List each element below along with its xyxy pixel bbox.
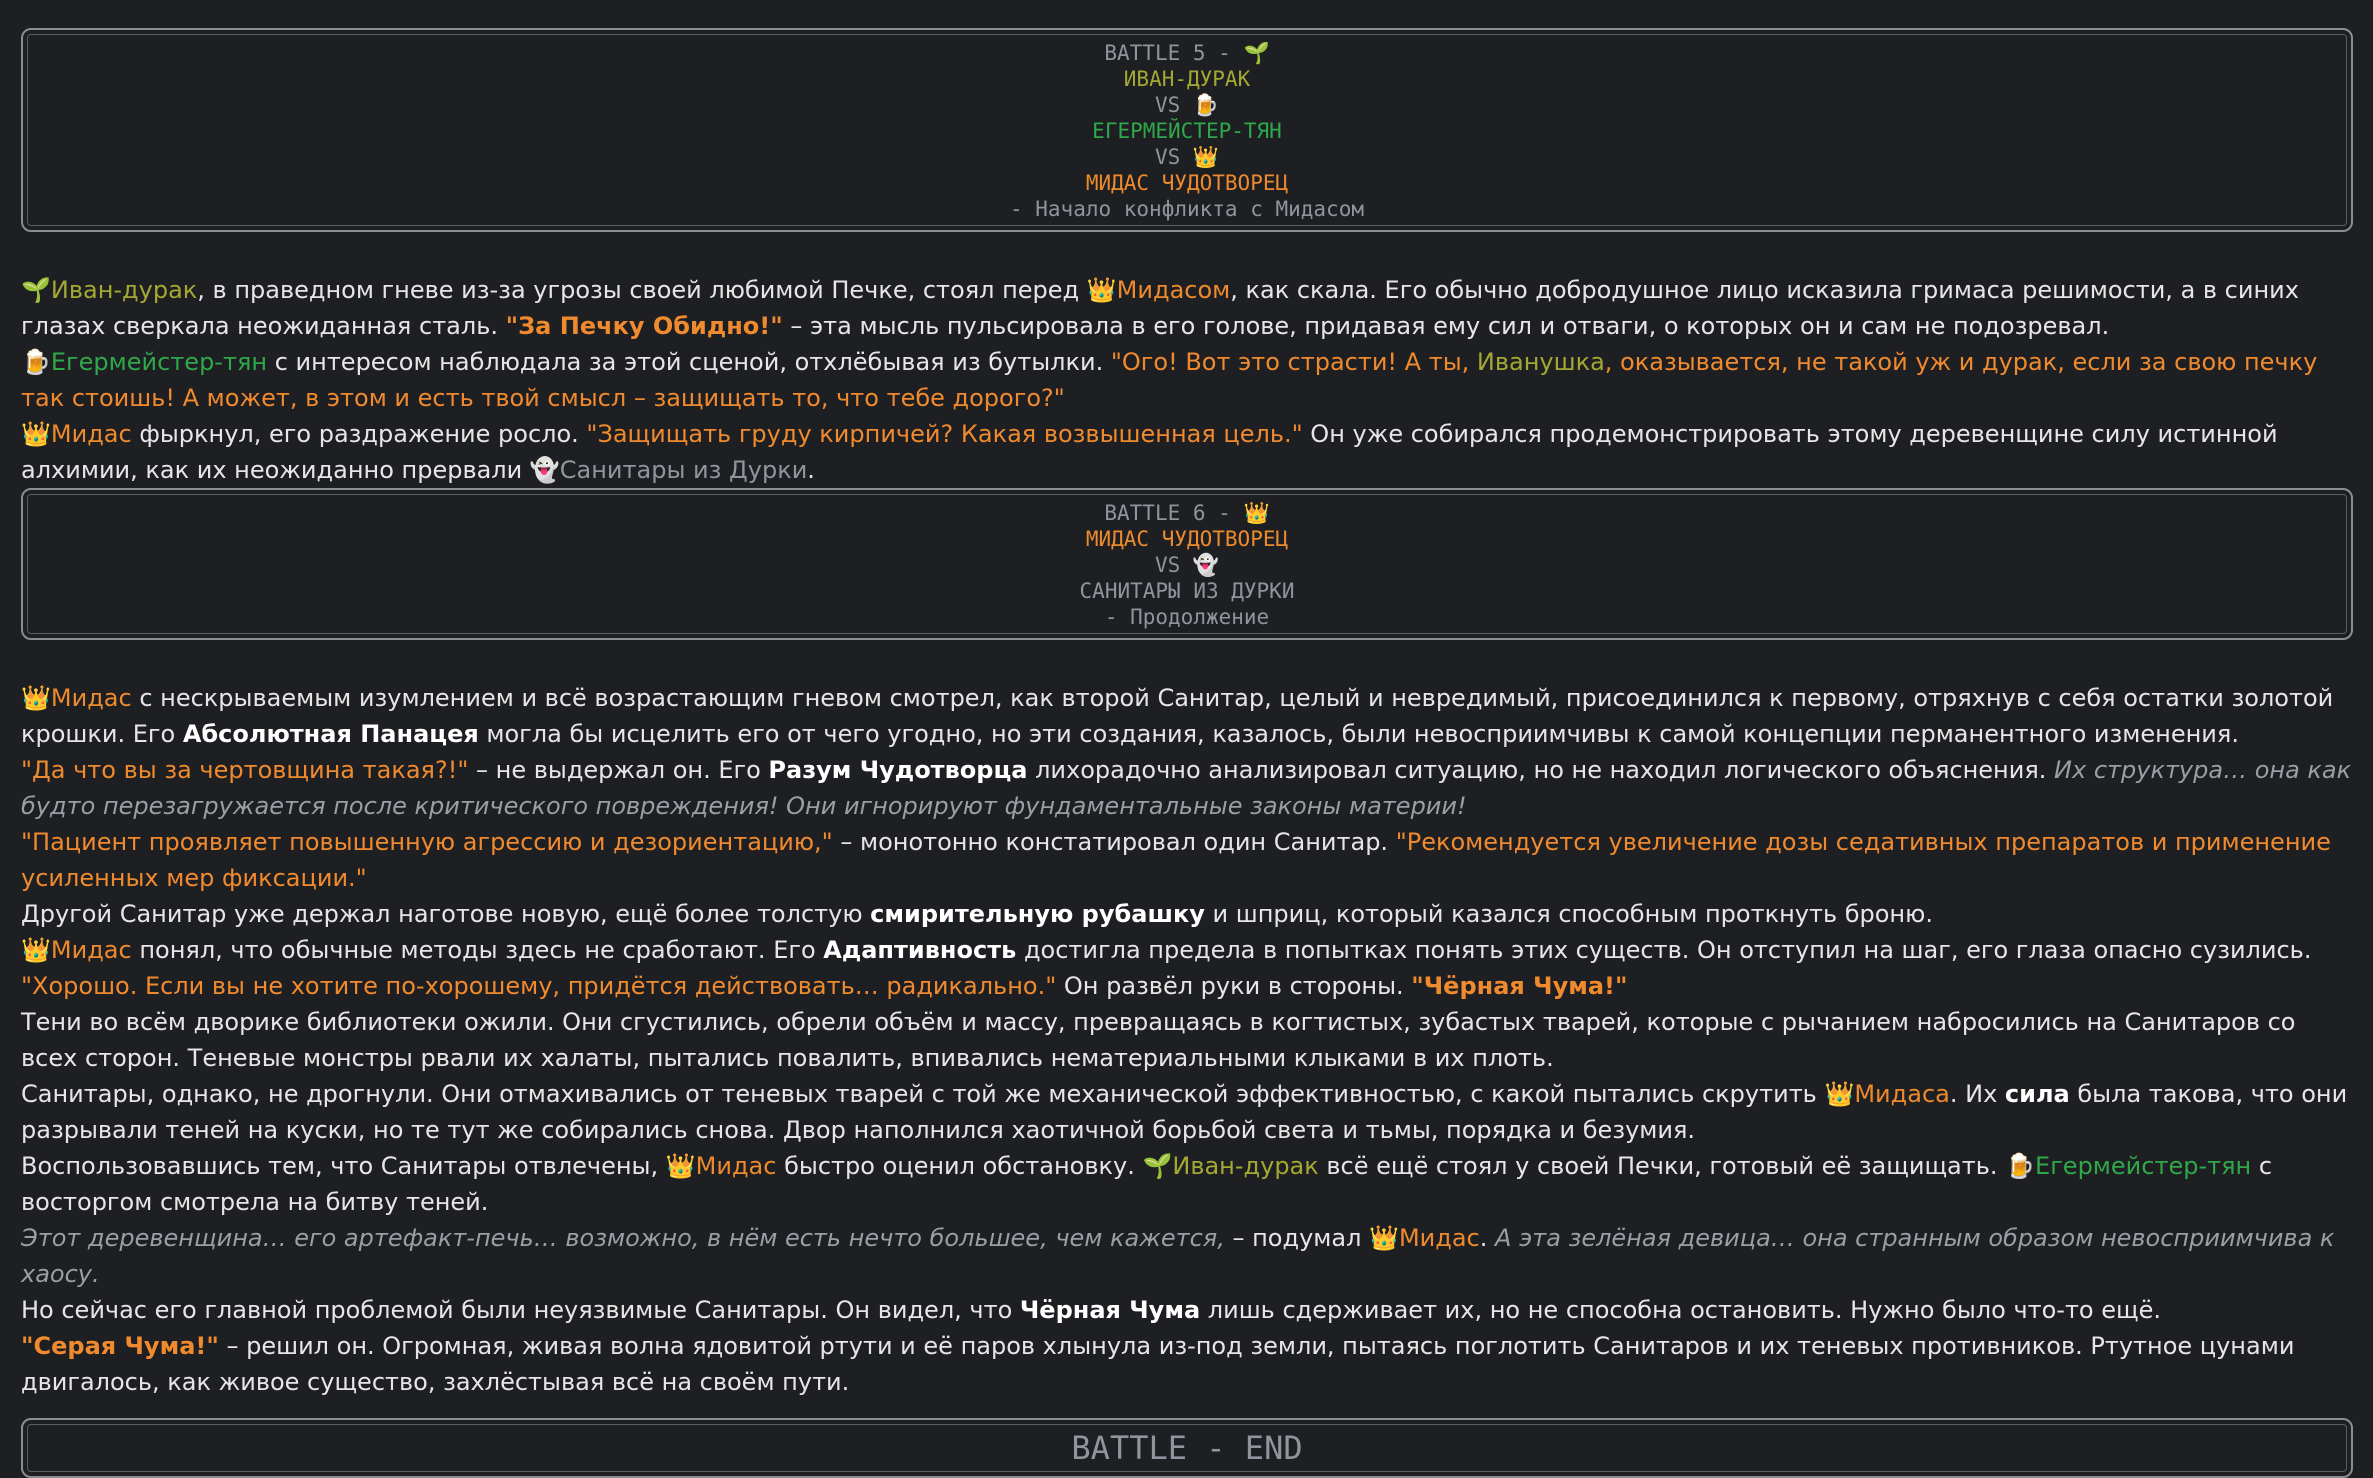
text: лихорадочно анализировал ситуацию, но не находил логического объяснения.: [1027, 756, 2055, 784]
battle-6-fighter-sanitary: САНИТАРЫ ИЗ ДУРКИ: [1079, 579, 1295, 603]
text: Он развёл руки в стороны.: [1056, 972, 1412, 1000]
item-name: смирительную рубашку: [870, 900, 1205, 928]
text: лишь сдерживает их, но не способна остановить. Нужно было что-то ещё.: [1200, 1296, 2162, 1324]
character-midas: Мидасом: [1116, 276, 1231, 304]
text: с восторгом смотрела на битву теней.: [21, 1152, 2273, 1216]
crown-icon: 👑: [1824, 1080, 1855, 1108]
text: , как скала. Его обычно добродушное лицо исказила гримаса решимости, а в синих глазах сверкала неожиданная сталь.: [21, 276, 2299, 340]
text: – подумал: [1224, 1224, 1370, 1252]
beer-icon: 🍺: [21, 348, 51, 376]
paragraph: [21, 1148, 2353, 1220]
text: – эта мысль пульсировала в его голове, придавая ему сил и отваги, о которых он и сам не подозревал.: [782, 312, 2110, 340]
text: могла бы исцелить его от чего угодно, но эти создания, казалось, были невосприимчивы к самой концепции перманентного изменения.: [478, 720, 2239, 748]
story-section-2: [21, 680, 2353, 1400]
text: . Их: [1949, 1080, 2005, 1108]
battle-5-vs-1: VS 🍺: [1154, 93, 1220, 117]
character-midas: Мидас: [50, 936, 132, 964]
quote: "Ого! Вот это страсти! А ты,: [1110, 348, 1477, 376]
text: была такова, что они разрывали теней на куски, но те тут же собирались снова. Двор наполнился хаотичной борьбой света и тьмы, порядка и безумия.: [21, 1080, 2348, 1144]
quote: "Серая Чума!": [21, 1332, 219, 1360]
text: с нескрываемым изумлением и всё возрастающим гневом смотрел, как второй Санитар, целый и невредимый, присоединился к первому, отряхнув с себя остатки золотой крошки. Его: [21, 684, 2334, 748]
paragraph: [21, 272, 2353, 344]
text: – решил он. Огромная, живая волна ядовитой ртути и её паров хлынула из-под земли, пытаясь поглотить Санитаров и их теневых противников. Ртутное цунами двигалось, как живое существо, захлёстывая всё на своём пути.: [21, 1332, 2295, 1396]
quote: "За Печку Обидно!": [505, 312, 783, 340]
ability-name: Адаптивность: [823, 936, 1017, 964]
paragraph: [21, 344, 2353, 416]
character-midas: Мидас: [50, 684, 132, 712]
battle-5-subtitle: - Начало конфликта с Мидасом: [1009, 197, 1364, 221]
battle-5-header: [21, 28, 2353, 232]
text: – монотонно констатировал один Санитар.: [832, 828, 1396, 856]
battle-6-fighter-midas: МИДАС ЧУДОТВОРЕЦ: [1085, 527, 1289, 551]
sprout-icon: 🌱: [1142, 1152, 1173, 1180]
thought: А эта зелёная девица… она странным образом невосприимчива к хаосу.: [21, 1224, 2335, 1288]
paragraph: [21, 824, 2353, 896]
paragraph: [21, 1292, 2353, 1328]
battle-6-vs: VS 👻: [1154, 553, 1220, 577]
battle-6-header: [21, 488, 2353, 640]
text: фыркнул, его раздражение росло.: [131, 420, 587, 448]
battle-5-vs-2: VS 👑: [1154, 145, 1220, 169]
thought: Их структура… она как будто перезагружается после критического повреждения! Они игнорируют фундаментальные законы материи!: [21, 756, 2352, 820]
battle-5-fighter-jager: ЕГЕРМЕЙСТЕР-ТЯН: [1092, 119, 1282, 143]
quote: "Рекомендуется увеличение дозы седативных препаратов и применение усиленных мер фиксации.": [21, 828, 2331, 892]
text: понял, что обычные методы здесь не сработают. Его: [131, 936, 824, 964]
battle-6-subtitle: - Продолжение: [1104, 605, 1270, 629]
character-midas: Мидас: [695, 1152, 777, 1180]
crown-icon: 👑: [21, 684, 51, 712]
text: Но сейчас его главной проблемой были неуязвимые Санитары. Он видел, что: [21, 1296, 1020, 1324]
battle-end-title: BATTLE - END: [1071, 1429, 1303, 1467]
quote: , оказывается, не такой уж и дурак, если за свою печку так стоишь! А может, в этом и есть твой смысл – защищать то, что тебе дорого?": [21, 348, 2318, 412]
battle-5-fighter-midas: МИДАС ЧУДОТВОРЕЦ: [1085, 171, 1289, 195]
text: .: [807, 456, 815, 484]
paragraph: [21, 752, 2353, 824]
ability-name: сила: [2004, 1080, 2070, 1108]
sprout-icon: 🌱: [21, 276, 51, 304]
text: Другой Санитар уже держал наготове новую, ещё более толстую: [21, 900, 871, 928]
text: всё ещё стоял у своей Печки, готовый её защищать.: [1318, 1152, 2006, 1180]
battle-5-fighter-ivan: ИВАН-ДУРАК: [1123, 67, 1251, 91]
crown-icon: 👑: [1086, 276, 1117, 304]
crown-icon: 👑: [665, 1152, 696, 1180]
text: достигла предела в попытках понять этих существ. Он отступил на шаг, его глаза опасно сузились.: [1016, 936, 2312, 964]
quote: "Да что вы за чертовщина такая?!": [21, 756, 469, 784]
text: с интересом наблюдала за этой сценой, отхлёбывая из бутылки.: [267, 348, 1111, 376]
ability-name: Разум Чудотворца: [768, 756, 1028, 784]
character-ivan: Иван-дурак: [50, 276, 198, 304]
text: – не выдержал он. Его: [468, 756, 769, 784]
paragraph: [21, 1076, 2353, 1148]
paragraph: [21, 680, 2353, 752]
ability-name: Чёрная Чума: [1019, 1296, 1201, 1324]
text: и шприц, который казался способным проткнуть броню.: [1204, 900, 1933, 928]
paragraph: [21, 932, 2353, 1004]
crown-icon: 👑: [21, 936, 51, 964]
character-midas: Мидас: [50, 420, 132, 448]
battle-end-footer: [21, 1418, 2353, 1478]
ability-name: Абсолютная Панацея: [182, 720, 479, 748]
text: .: [1479, 1224, 1496, 1252]
character-midas: Мидас: [1398, 1224, 1480, 1252]
paragraph: Тени во всём дворике библиотеки ожили. Они сгустились, обрели объём и массу, превращаясь в когтистых, зубастых тварей, которые с рычанием набросились на Санитаров со всех сторон. Теневые монстры рвали их халаты, пытались повалить, впивались нематериальными клыками в их плоть.: [21, 1008, 2296, 1072]
character-jager: Егермейстер-тян: [2035, 1152, 2252, 1180]
paragraph: [21, 1220, 2353, 1292]
paragraph: [21, 896, 2353, 932]
character-ivanushka: Иванушка: [1476, 348, 1605, 376]
character-midas: Мидаса: [1854, 1080, 1950, 1108]
text: Воспользовавшись тем, что Санитары отвлечены,: [21, 1152, 666, 1180]
text: Санитары, однако, не дрогнули. Они отмахивались от теневых тварей с той же механической эффективностью, с какой пытались скрутить: [21, 1080, 1825, 1108]
character-ivan: Иван-дурак: [1172, 1152, 1319, 1180]
thought: Этот деревенщина… его артефакт-печь… возможно, в нём есть нечто большее, чем кажется,: [21, 1224, 1225, 1252]
quote: "Пациент проявляет повышенную агрессию и дезориентацию,": [21, 828, 833, 856]
quote: "Защищать груду кирпичей? Какая возвышенная цель.": [586, 420, 1303, 448]
quote: "Хорошо. Если вы не хотите по-хорошему, придётся действовать… радикально.": [21, 972, 1057, 1000]
crown-icon: 👑: [21, 420, 51, 448]
battle-5-title: BATTLE 5 - 🌱: [1104, 41, 1270, 65]
text: Он уже собирался продемонстрировать этому деревенщине силу истинной алхимии, как их неожиданно прервали: [21, 420, 2278, 484]
character-jager: Егермейстер-тян: [50, 348, 268, 376]
paragraph: [21, 416, 2353, 488]
paragraph: [21, 1328, 2353, 1400]
character-sanitary: Санитары из Дурки: [559, 456, 808, 484]
story-section-1: [21, 272, 2353, 488]
beer-icon: 🍺: [2005, 1152, 2036, 1180]
crown-icon: 👑: [1369, 1224, 1399, 1252]
battle-6-title: BATTLE 6 - 👑: [1104, 501, 1270, 525]
text: , в праведном гневе из-за угрозы своей любимой Печке, стоял перед: [197, 276, 1087, 304]
quote: "Чёрная Чума!": [1411, 972, 1628, 1000]
text: быстро оценил обстановку.: [776, 1152, 1143, 1180]
ghost-icon: 👻: [529, 456, 560, 484]
